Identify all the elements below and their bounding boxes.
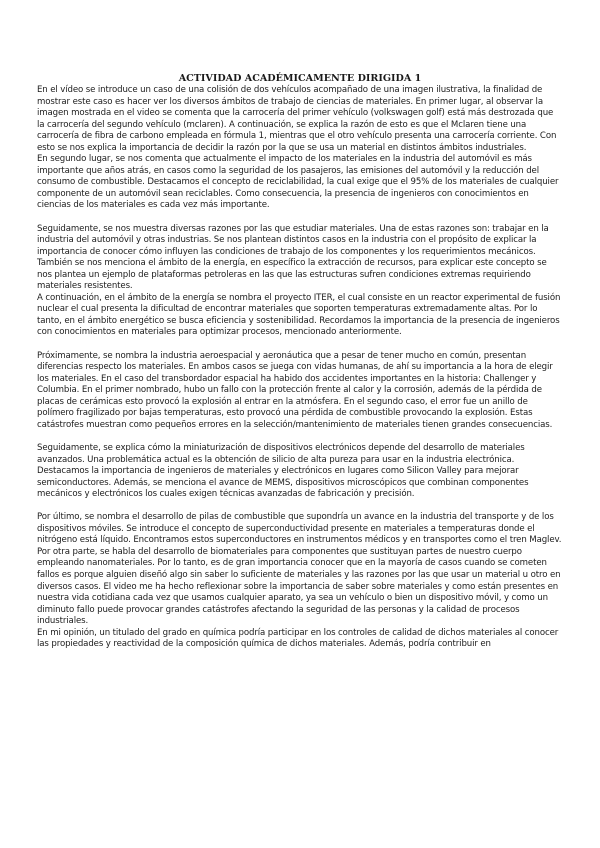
paragraph-automotive-impact: En segundo lugar, se nos comenta que actualmente el impacto de los materiales en la industria del automóvil es más importante que años atrás, en casos como la seguridad de los pasajeros, las emisiones del automóvil y la reducción del consumo de combustible. Destacamos el concepto de reciclabilidad, la cual exige que el 95% de los materiales de cualquier componente de un automóvil sean reciclables. Como consecuencia, la presencia de ingenieros con conocimientos en ciencias de los materiales es cada vez más importante. bbox=[37, 154, 559, 211]
paragraph-conclusion: Por último, se nombra el desarrollo de pilas de combustible que supondría un avance en la industria del transporte y de los dispositivos móviles. Se introduce el concepto de superconductividad presente en materiales a temperaturas donde el nitrógeno está líquido. Encontramos estos superconductores en instrumentos médicos y en transportes como el tren Maglev. Por otra parte, se habla del desarrollo de biomateriales para componentes que sustituyan partes de nuestro cuerpo empleando nanomateriales. Por lo tanto, es de gran importancia conocer que en la mayoría de casos cuando se cometen fallos es porque alguien diseñó algo sin saber lo suficiente de materiales y las razones por las que usar un material u otro en diversos casos. El video me ha hecho reflexionar sobre la importancia de saber sobre materiales y como están presentes en nuestra vida cotidiana cada vez que usamos cualquier aparato, ya sea un vehículo o bien un dispositivo móvil, y como un diminuto fallo puede provocar grandes catástrofes afectando la seguridad de las personas y la calidad de procesos industriales. bbox=[37, 512, 562, 627]
paragraph-aerospace: Próximamente, se nombra la industria aeroespacial y aeronáutica que a pesar de tener mucho en común, presentan diferencias respecto los materiales. En ambos casos se juega con vidas humanas, de ahí su importancia a la hora de elegir los materiales. En el caso del transbordador espacial ha habido dos accidentes importantes en la historia: Challenger y Columbia. En el primer nombrado, hubo un fallo con la protección frente al calor y la corrosión, además de la pérdida de placas de cerámicas esto provocó la explosión al entrar en la atmósfera. En el segundo caso, el error fue un anillo de polímero fragilizado por bajas temperaturas, esto provocó una pérdida de combustible provocando la explosión. Estas catástrofes muestran como pequeños errores en la selección/mantenimiento de materiales tienen grandes consecuencias. bbox=[37, 350, 553, 430]
document-title: ACTIVIDAD ACADÉMICAMENTE DIRIGIDA 1 bbox=[178, 73, 422, 84]
paragraph-opinion: En mi opinión, un titulado del grado en química podría participar en los controles de calidad de dichos materiales al conocer las propiedades y reactividad de la composición química de dichos materiales. Además, podría contribuir en bbox=[37, 627, 559, 650]
paragraph-electronics: Seguidamente, se explica cómo la miniaturización de dispositivos electrónicos depende del desarrollo de materiales avanzados. Una problemática actual es la obtención de silicio de alta pureza para usar en la industria electrónica. Destacamos la importancia de ingenieros de materiales y electrónicos en lugares como Silicon Valley para mejorar semiconductores. Además, se menciona el avance de MEMS, dispositivos microscópicos que combinan componentes mecánicos y electrónicos los cuales exigen técnicas avanzadas de fabricación y precisión. bbox=[37, 442, 529, 500]
document-body bbox=[37, 85, 563, 651]
paragraph-iter: A continuación, en el ámbito de la energía se nombra el proyecto ITER, el cual consiste en un reactor experimental de fusión nuclear el cual presenta la dificultad de encontrar materiales que soporten temperaturas extremadamente altas. Por lo tanto, en el ámbito energético se busca eficiencia y sostenibilidad. Recordamos la importancia de la presencia de ingenieros con conocimientos en materiales para optimizar procesos, mencionado anteriormente. bbox=[37, 292, 561, 338]
paragraph-intro: En el vídeo se introduce un caso de una colisión de dos vehículos acompañado de una imagen ilustrativa, la finalidad de mostrar este caso es hacer ver los diversos ámbitos de trabajo de ciencias de materiales. En primer lugar, al observar la imagen mostrada en el video se comenta que la carrocería del primer vehículo (volkswagen golf) está más destrozada que la carrocería del segundo vehículo (mclaren). A continuación, se explica la razón de esto es que el Mclaren tiene una carrocería de fibra de carbono empleada en fórmula 1, mientras que el otro vehículo presenta una carrocería corriente. Con esto se nos explica la importancia de decidir la razón por la que se usa un material en distintos ámbitos industriales. bbox=[37, 85, 557, 153]
paragraph-reasons: Seguidamente, se nos muestra diversas razones por las que estudiar materiales. Una de estas razones son: trabajar en la industria del automóvil y otras industrias. Se nos plantean distintos casos en la industria con el propósito de explicar la importancia de conocer cómo influyen las condiciones de trabajo de los componentes y los requerimientos mecánicos. También se nos menciona el ámbito de la energía, en específico la extracción de recursos, para explicar este concepto se nos plantea un ejemplo de plataformas petroleras en las que las estructuras sufren condiciones extremas requiriendo materiales resistentes. bbox=[37, 223, 549, 292]
